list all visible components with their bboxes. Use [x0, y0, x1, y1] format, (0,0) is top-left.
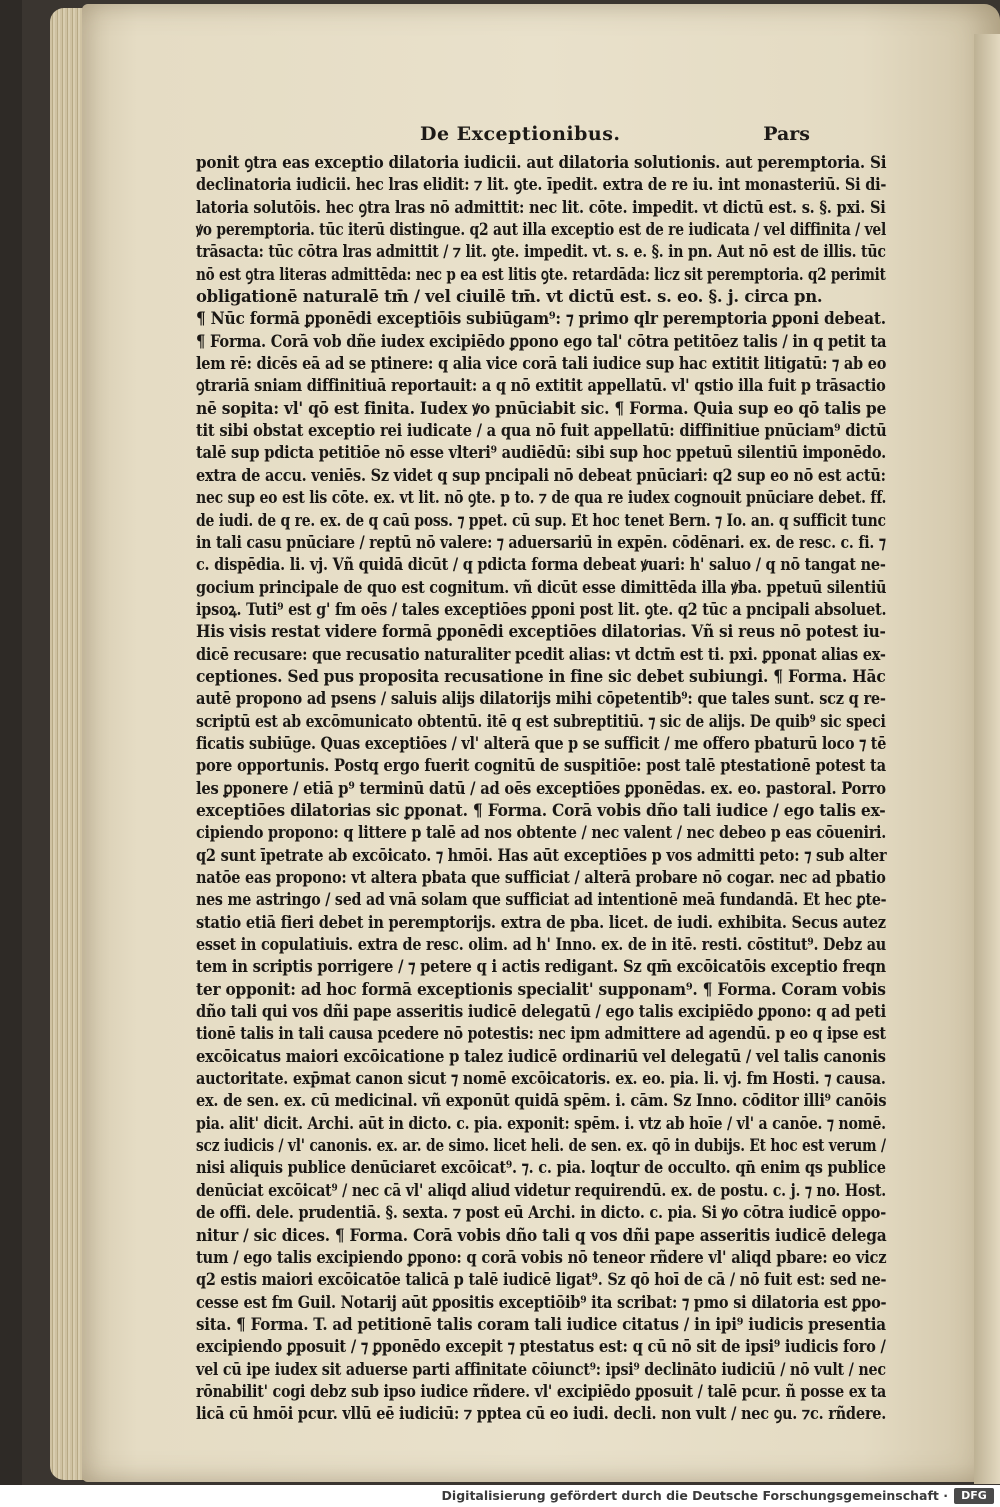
- text-line: ꝯtrariā sniam diffinitiuā reportauit: a q nō extitit appellatū. vl' qstio illa fuit p trāsactio: [196, 376, 886, 396]
- text-line: vel cū ipe iudex sit aduerse parti affinitate cōiunct⁹: ipsi⁹ declināto iudiciū / nō vult / nec: [196, 1359, 886, 1379]
- text-line: tit sibi obstat exceptio rei iudicate / a qua nō fuit appellatū: diffinitiue pnūciam⁹ dictū: [196, 421, 887, 441]
- text-line: declinatoria iudicii. hec lras elidit: ⁊ lit. ꝯte. īpedit. extra de re iu. int monasteriū. Si di-: [196, 175, 887, 195]
- text-line: pia. alit' dicit. Archi. aūt in dicto. c. pia. exponit: spēm. i. vtz ab hoīe / vl' a canōe. ⁊ nomē.: [196, 1113, 886, 1133]
- dfg-logo: DFG: [954, 1488, 994, 1504]
- text-line: excipiendo ꝑposuit / ⁊ ꝑponēdo excepit ⁊ ptestatus est: q cū nō sit de ipsi⁹ iudicis foro /: [196, 1337, 886, 1357]
- text-line: de offi. dele. prudentiā. §. sexta. ⁊ post eū Archi. in dicto. c. pia. Si ꝟo cōtra iudicē oppo-: [196, 1203, 886, 1223]
- text-line: lem rē: dicēs eā ad se ptinere: q alia vice corā tali iudice sup hac extitit litigatū: ⁊ ab eo: [196, 354, 887, 374]
- footer-bar: [0, 1485, 1000, 1507]
- text-line: dño tali qui vos dñi pape asseritis iudicē delegatū / ego talis excipiēdo ꝑpono: q ad peti: [196, 1002, 886, 1022]
- text-line: natōe eas propono: vt altera pbata que sufficiat / alterā probare nō cogar. nec ad pbatio: [196, 868, 886, 887]
- text-line: ponit ꝯtra eas exceptio dilatoria iudicii. aut dilatoria solutionis. aut peremptoria. Si: [196, 153, 887, 172]
- text-line: ficatis subiūge. Quas exceptiōes / vl' alterā que p se sufficit / me offero pbaturū loco ⁊ tē: [196, 733, 887, 753]
- text-line: ex. de sen. ex. cū medicinal. vñ exponūt quidā spēm. i. cām. Sz Inno. cōditor illi⁹ canōis: [196, 1091, 887, 1111]
- text-line: ¶ Nūc formā ꝑponēdi exceptiōis subiūgam⁹: ⁊ primo qlr peremptoria ꝑponi debeat.: [196, 309, 886, 329]
- text-line: latoria solutōis. hec ꝯtra lras nō admittit: nec lit. cōte. impedit. vt dictū est. s. §. pxi. Si: [196, 197, 886, 217]
- text-line: pore opportunis. Postq ergo fuerit cognitū de suspitiōe: post talē ptestationē potest ta: [196, 756, 886, 776]
- text-line: His visis restat videre formā ꝑponēdi exceptiōes dilatorias. Vñ si reus nō potest iu-: [196, 622, 886, 642]
- text-line: nisi aliquis publice denūciaret excōicat⁹. ⁊. c. pia. loqtur de occulto. qn̄ enim qs publice: [196, 1158, 886, 1178]
- text-line: scz iudicis / vl' canonis. ex. ar. de simo. licet heli. de sen. ex. qō in dubijs. Et hoc est verum /: [196, 1136, 886, 1156]
- text-line: les ꝑponere / etiā p⁹ terminū datū / ad oēs exceptiōes ꝑponēdas. ex. eo. pastoral. Porro: [196, 778, 886, 798]
- text-line: nō est ꝯtra literas admittēda: nec p ea est litis ꝯte. retardāda: licz sit peremptoria. q2 perimit: [196, 264, 886, 284]
- text-line: denūciat excōicat⁹ / nec cā vl' aliqd aliud videtur requirendū. ex. de postu. c. j. ⁊ no. Host.: [196, 1180, 886, 1200]
- text-line: tionē talis in tali causa pcedere nō potestis: nec ipm admittere ad agendū. p eo q ipse est: [196, 1024, 886, 1044]
- text-line: q2 sunt īpetrate ab excōicato. ⁊ hmōi. Has aūt exceptiōes p vos admitti peto: ⁊ sub alter: [196, 845, 887, 865]
- text-line: nes me astringo / sed ad vnā solam que sufficiat ad intentionē meā fundandā. Et hec ꝑte-: [196, 890, 887, 910]
- gutter-shadow: [974, 34, 1000, 1484]
- text-line: nec sup eo est lis cōte. ex. vt lit. nō ꝯte. p to. ⁊ de qua re iudex cognouit pnūciare debet. ff.: [196, 488, 887, 508]
- running-head: [360, 123, 830, 155]
- text-line: extra de accu. veniēs. Sz videt q sup pncipali nō debeat pnūciari: q2 sup eo nō est actū:: [196, 465, 886, 485]
- text-line: talē sup pdicta petitiōe nō esse vlteri⁹ audiēdū: sibi sup hoc ppetuū silentiū imponēdo.: [196, 443, 887, 463]
- text-line: in tali casu pnūciare / reptū nō valere: ⁊ aduersariū in expēn. cōdēnari. ex. de resc. c. fi. ⁊: [196, 532, 886, 552]
- text-line: autē propono ad psens / saluis alijs dilatorijs mihi cōpetentib⁹: que tales sunt. scz q re-: [196, 689, 886, 709]
- text-line: esset in copulatiuis. extra de resc. olim. ad h' Inno. ex. de in itē. resti. cōstitut⁹. Debz au: [196, 935, 886, 955]
- text-line: exceptiōes dilatorias sic ꝑponat. ¶ Forma. Corā vobis dño tali iudice / ego talis ex-: [196, 800, 886, 820]
- running-head-part: Pars: [763, 123, 810, 145]
- text-line: ¶ Forma. Corā vob dñe iudex excipiēdo ꝑpono ego tal' cōtra petitōez talis / in q petit ta: [196, 331, 887, 351]
- text-line: scriptū est ab excōmunicato obtentū. itē q est subreptitiū. ⁊ sic de alijs. De quib⁹ sic speci: [196, 711, 886, 731]
- text-line: statio etiā fieri debet in peremptorijs. extra de pba. licet. de iudi. exhibita. Secus autez: [196, 912, 886, 932]
- text-line: ceptiones. Sed pus proposita recusatione in fine sic debet subiungi. ¶ Forma. Hāc: [196, 666, 886, 686]
- text-line: cipiendo propono: q littere p talē ad nos obtente / nec valent / nec debeo p eas cōueniri.: [196, 823, 887, 843]
- text-line: auctoritate. exp̄mat canon sicut ⁊ nomē excōicatoris. ex. eo. pia. li. vj. fm Hosti. ⁊ causa.: [196, 1069, 886, 1089]
- text-line: nē sopita: vl' qō est finita. Iudex ꝟo pnūciabit sic. ¶ Forma. Quia sup eo qō talis pe: [196, 398, 887, 418]
- text-line: ꝟo peremptoria. tūc iterū distingue. q2 aut illa exceptio est de re iudicata / vel diffinita / vel: [196, 220, 887, 240]
- footer-credit: Digitalisierung gefördert durch die Deutsche Forschungsgemeinschaft ·: [441, 1488, 948, 1503]
- text-line: nitur / sic dices. ¶ Forma. Corā vobis dño tali q vos dñi pape asseritis iudicē delega: [196, 1225, 887, 1245]
- text-line: ter opponit: ad hoc formā exceptionis specialit' supponam⁹. ¶ Forma. Coram vobis: [196, 979, 886, 999]
- text-line: licā cū hmōi pcur. vllū eē iudiciū: ⁊ pptea cū eo iudi. decli. non vult / nec ꝯu. ⁊c. rñdere.: [196, 1404, 887, 1424]
- text-line: trāsacta: tūc cōtra lras admittit / ⁊ lit. ꝯte. impedit. vt. s. e. §. in pn. Aut nō est de illis. tūc: [196, 242, 886, 262]
- running-head-title: De Exceptionibus.: [420, 123, 621, 145]
- text-line: sita. ¶ Forma. T. ad petitionē talis coram tali iudice citatus / in ipi⁹ iudicis presentia: [196, 1314, 886, 1334]
- text-line: cesse est fm Guil. Notarij aūt ꝑpositis exceptiōib⁹ ita scribat: ⁊ pmo si dilatoria est ꝑpo-: [196, 1292, 887, 1312]
- text-line: tem in scriptis porrigere / ⁊ petere q i actis redigant. Sz qm̄ excōicatōis exceptio freqn: [196, 957, 886, 977]
- text-line: de iudi. de q re. ex. de q caū poss. ⁊ ppet. cū sup. Et hoc tenet Bern. ⁊ Io. an. q sufficit tunc: [196, 510, 886, 530]
- text-line: ipsoꝝ. Tuti⁹ est g' fm oēs / tales exceptiōes ꝑponi post lit. ꝯte. q2 tūc a pncipali absoluet.: [196, 599, 887, 619]
- text-line: c. dispēdia. li. vj. Vñ quidā dicūt / q pdicta forma debeat ꝟuari: h' saluo / q nō tangat ne-: [196, 555, 886, 575]
- text-line: rōnabilit' cogi debz sub ipso iudice rñdere. vl' excipiēdo ꝑposuit / talē pcur. ñ posse ex ta: [196, 1381, 887, 1401]
- text-line: excōicatus maiori excōicatione p talez iudicē ordinariū vel delegatū / vel talis canonis: [196, 1046, 886, 1066]
- text-line: tum / ego talis excipiendo ꝑpono: q corā vobis nō teneor rñdere vl' aliqd pbare: eo vicz: [196, 1247, 887, 1267]
- text-line: gocium principale de quo est cognitum. vñ dicūt esse dimittēda illa ꝟba. ppetuū silentiū: [196, 577, 887, 597]
- text-line: q2 estis maiori excōicatōe talicā p talē iudicē ligat⁹. Sz qō hoī de cā / nō fuit est: sed ne-: [196, 1270, 887, 1290]
- body-text: [196, 152, 896, 1424]
- text-line: dicē recusare: que recusatio naturaliter pcedit alias: vt dctm̄ est ti. pxi. ꝑponat alias ex-: [196, 644, 886, 664]
- text-line: obligationē naturalē tm̄ / vel ciuilē tm̄. vt dictū est. s. eo. §. j. circa pn.: [196, 287, 823, 307]
